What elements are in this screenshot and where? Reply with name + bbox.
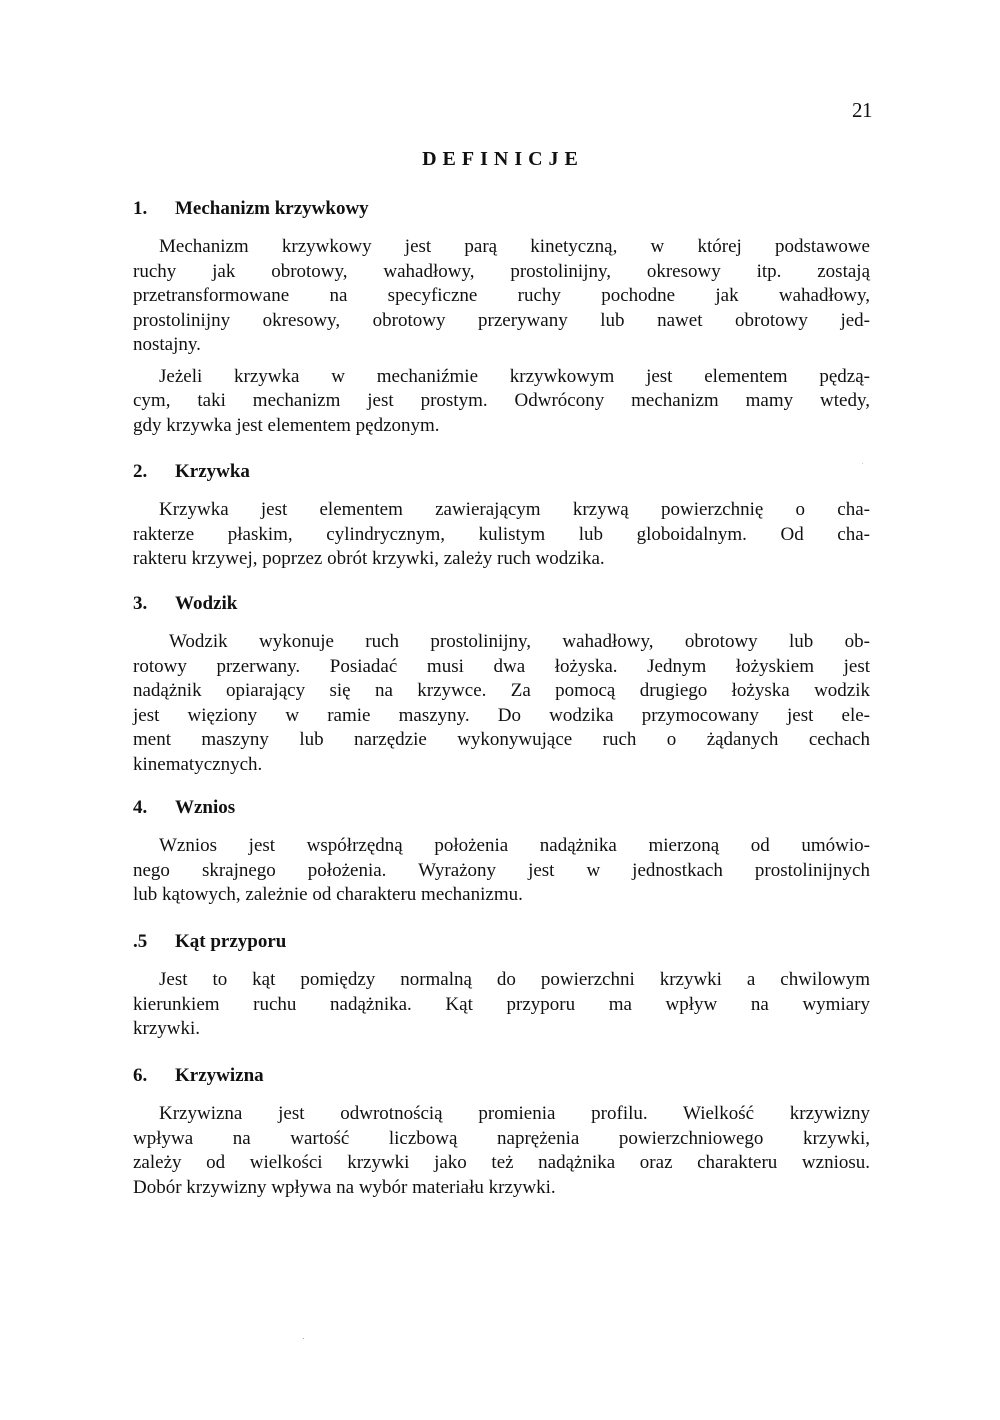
section-number: .5 [133,931,148,952]
paragraph [133,235,870,358]
section-heading [133,592,870,616]
section-title: Kąt przyporu [175,931,287,952]
text-line: rakteru krzywej, poprzez obrót krzywki, zależy ruch wodzika. [133,548,605,569]
section-heading [133,930,870,954]
paragraph [133,630,870,777]
text-line: rakterze płaskim, cylindrycznym, kulistym lub globoidalnym. Od cha- [133,523,870,545]
text-line: kinematycznych. [133,753,263,775]
section-heading [133,1064,870,1088]
text-line: ment maszyny lub narzędzie wykonywujące ruch o żądanych cechach [133,729,870,750]
text-line: Jeżeli krzywka w mechaniźmie krzywkowym jest elementem pędzą- [159,365,870,387]
text-line: Mechanizm krzywkowy jest parą kinetyczną, w której podstawowe [159,236,870,257]
section-number: 3. [133,593,148,614]
section-number: 4. [133,797,148,818]
section-mechanizm-krzywkowy [133,197,870,445]
scan-speck [303,1338,304,1339]
text-line: lub kątowych, zależnie od charakteru mechanizmu. [133,884,523,905]
section-krzywizna [133,1064,870,1207]
text-line: gdy krzywka jest elementem pędzonym. [133,414,440,436]
paragraph [133,1102,870,1200]
section-title: Krzywizna [175,1065,264,1086]
paragraph [133,365,870,439]
text-line: krzywki. [133,1018,201,1039]
text-line: przetransformowane na specyficzne ruchy pochodne jak wahadłowy, [133,285,870,306]
section-kat-przyporu [133,930,870,1049]
text-line: Dobór krzywizny wpływa na wybór materiału krzywki. [133,1176,556,1198]
paragraph [133,498,870,572]
section-number: 1. [133,198,148,219]
section-heading [133,460,870,484]
text-line: jest więziony w ramie maszyny. Do wodzika przymocowany jest ele- [133,704,870,726]
section-number: 2. [133,461,148,482]
section-title: Mechanizm krzywkowy [175,198,369,219]
section-wodzik [133,592,870,784]
text-line: nego skrajnego położenia. Wyrażony jest w jednostkach prostolinijnych [133,859,870,881]
text-line: Jest to kąt pomiędzy normalną do powierzchni krzywki a chwilowym [159,969,870,990]
section-title: Wodzik [175,593,238,614]
text-line: prostolinijny okresowy, obrotowy przerywany lub nawet obrotowy jed- [133,309,870,331]
section-title: Wznios [175,797,236,818]
text-line: rotowy przerwany. Posiadać musi dwa łożyska. Jednym łożyskiem jest [133,655,870,677]
text-line: zależy od wielkości krzywki jako też nadążnika oraz charakteru wzniosu. [133,1152,870,1173]
text-line: Krzywizna jest odwrotnością promienia profilu. Wielkość krzywizny [159,1103,870,1124]
section-wznios [133,796,870,915]
section-krzywka [133,460,870,579]
text-line: nostajny. [133,334,201,355]
page-title: DEFINICJE [422,148,584,170]
page-number: 21 [852,98,872,122]
paragraph [133,968,870,1042]
paragraph [133,834,870,908]
text-line: Wznios jest współrzędną położenia nadążnika mierzoną od umówio- [159,835,870,856]
text-line: ruchy jak obrotowy, wahadłowy, prostolinijny, okresowy itp. zostają [133,260,870,282]
text-line: Wodzik wykonuje ruch prostolinijny, wahadłowy, obrotowy lub ob- [169,631,870,652]
section-title: Krzywka [175,461,250,482]
text-line: Krzywka jest elementem zawierającym krzywą powierzchnię o cha- [159,499,870,520]
section-number: 6. [133,1065,148,1086]
text-line: cym, taki mechanizm jest prostym. Odwrócony mechanizm mamy wtedy, [133,390,870,411]
section-heading [133,197,870,221]
text-line: kierunkiem ruchu nadążnika. Kąt przyporu ma wpływ na wymiary [133,993,870,1015]
scan-speck [862,463,863,464]
section-heading [133,796,870,820]
text-line: wpływa na wartość liczbową naprężenia powierzchniowego krzywki, [133,1127,870,1149]
text-line: nadążnik opiarający się na krzywce. Za pomocą drugiego łożyska wodzik [133,680,870,701]
